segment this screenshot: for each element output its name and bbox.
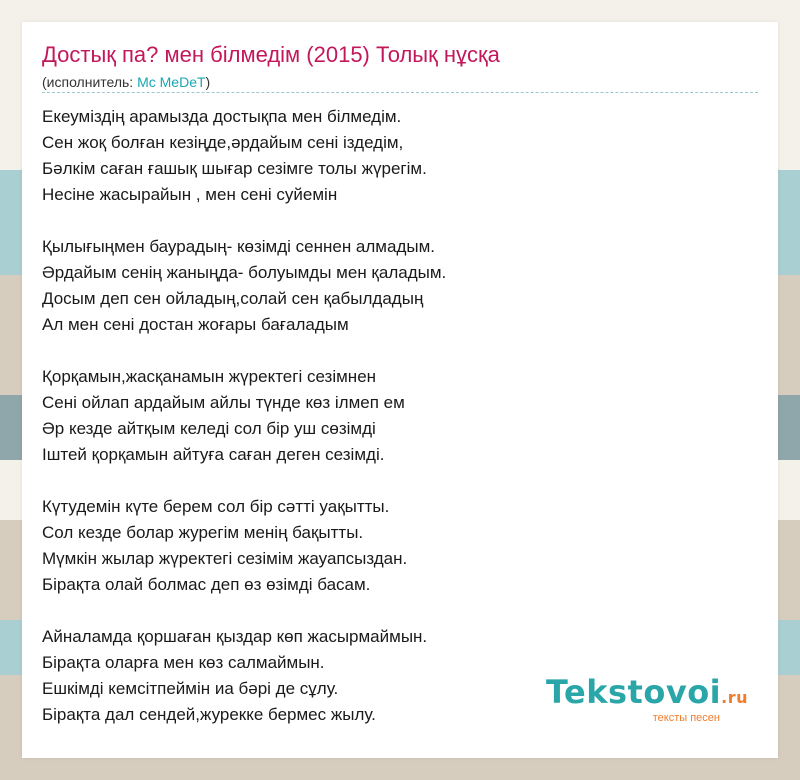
lyric-line: Бәлкім саған ғашық шығар сезімге толы жүрегім. [42, 159, 427, 178]
lyric-line: Сен жоқ болған кезіңде,әрдайым сені іздедім, [42, 133, 404, 152]
lyric-line: Әрдайым сенің жаныңда- болуымды мен қаладым. [42, 263, 447, 282]
lyric-line: Қылығыңмен баурадың- көзімді сеннен алмадым. [42, 237, 435, 256]
lyric-line: Бірақта олай болмас деп өз өзімді басам. [42, 575, 371, 594]
lyrics-card [22, 22, 778, 758]
lyric-line: Күтудемін күте берем сол бір сәтті уақытты. [42, 497, 390, 516]
lyric-line: Ал мен сені достан жоғары бағаладым [42, 315, 349, 334]
dashed-divider [42, 92, 758, 93]
lyrics-stanza [42, 364, 742, 468]
lyric-line: Ешкімді кемсітпеймін иа бәрі де сұлу. [42, 679, 339, 698]
logo-subtitle: тексты песен [652, 712, 720, 724]
logo-wordmark [545, 673, 748, 714]
page-title: Достық па? мен білмедім (2015) Толық нұсқа [42, 42, 500, 67]
lyrics-stanza [42, 104, 742, 208]
lyric-line: Мүмкін жылар жүректегі сезімім жауапсыздан. [42, 549, 408, 568]
lyric-line: Әр кезде айтқым келеді сол бір уш сөзімді [42, 419, 376, 438]
lyrics-stanza [42, 494, 742, 598]
lyric-line: Сені ойлап ардайым айлы түнде көз ілмеп ем [42, 393, 405, 412]
lyric-line: Бірақта дал сендей,журекке бермес жылу. [42, 705, 376, 724]
lyric-line: Іштей қорқамын айтуға саған деген сезімді. [42, 445, 385, 464]
lyric-line: Айналамда қоршаған қыздар көп жасырмаймын. [42, 627, 428, 646]
artist-line [42, 74, 210, 90]
lyric-line: Екеуміздің арамызда достықпа мен білмедім. [42, 107, 402, 126]
lyric-line: Сол кезде болар журегім менің бақытты. [42, 523, 364, 542]
site-logo[interactable] [545, 673, 748, 724]
logo-tld: .ru [721, 688, 748, 707]
lyric-line: Қорқамын,жасқанамын жүректегі сезімнен [42, 367, 377, 386]
artist-prefix: (исполнитель: [42, 74, 138, 90]
lyric-line: Досым деп сен ойладың,солай сен қабылдадың [42, 289, 424, 308]
lyrics-stanza [42, 234, 742, 338]
artist-suffix: ) [205, 74, 211, 90]
lyric-line: Несіне жасырайын , мен сені суйемін [42, 185, 338, 204]
lyric-line: Бірақта оларға мен көз салмаймын. [42, 653, 325, 672]
lyrics-body [42, 104, 742, 754]
artist-link[interactable]: Mc MeDeT [137, 74, 206, 90]
logo-main-text: Tekstovoi [545, 673, 722, 711]
